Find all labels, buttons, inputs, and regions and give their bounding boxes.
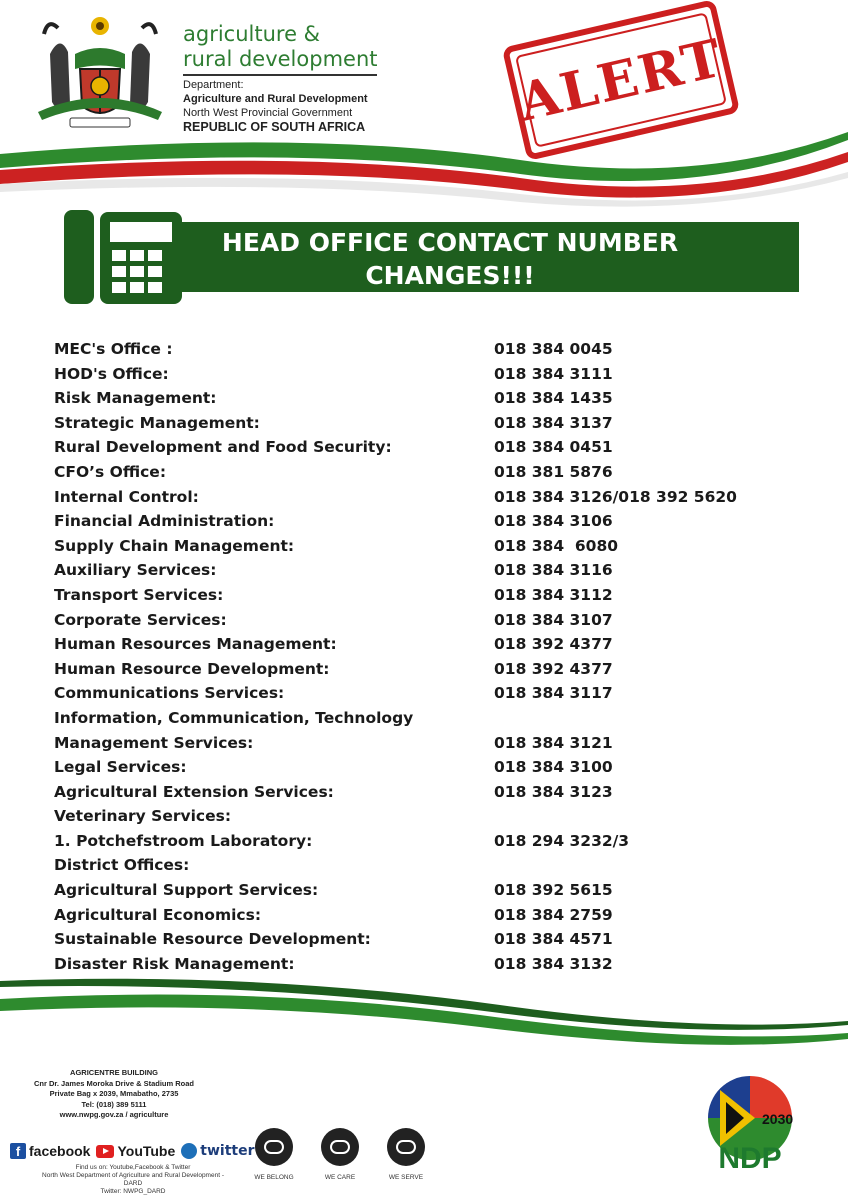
contact-label: Internal Control:	[54, 487, 199, 506]
contact-row	[54, 829, 814, 854]
contact-number: 018 384 3111	[494, 364, 613, 383]
contact-label: Strategic Management:	[54, 413, 260, 432]
contact-label: Agricultural Economics:	[54, 905, 262, 924]
value-label: WE CARE	[324, 1174, 356, 1181]
twitter-icon	[181, 1143, 197, 1159]
contact-row	[54, 903, 814, 928]
ndp-2030-logo	[700, 1068, 800, 1178]
twitter-label: twitter	[200, 1143, 255, 1159]
contact-row	[54, 337, 814, 362]
contact-number: 018 384 2759	[494, 905, 613, 924]
value-we-belong	[250, 1128, 298, 1181]
province-name: North West Provincial Government	[183, 107, 353, 119]
contact-number: 018 384 3107	[494, 610, 613, 629]
page-title-line1: HEAD OFFICE CONTACT NUMBER	[221, 228, 679, 257]
address-block	[14, 1068, 214, 1121]
youtube-link[interactable]	[96, 1143, 175, 1159]
top-swoosh-decoration	[0, 118, 848, 208]
contact-number: 018 384 1435	[494, 389, 613, 408]
ndp-name: NDP	[718, 1142, 782, 1175]
facebook-label: facebook	[29, 1143, 91, 1159]
contact-row	[54, 853, 814, 878]
contact-row	[54, 558, 814, 583]
contact-label: Transport Services:	[54, 585, 224, 604]
contact-label: Veterinary Services:	[54, 807, 232, 826]
department-full-name: Agriculture and Rural Development	[183, 93, 368, 105]
contact-number: 018 392 5615	[494, 881, 613, 900]
contact-number: 018 384 3121	[494, 733, 613, 752]
contact-number: 018 384 0045	[494, 340, 613, 358]
contact-number: 018 294 3232/3	[494, 831, 630, 850]
contact-label: 1. Potchefstroom Laboratory:	[54, 831, 313, 850]
divider	[183, 74, 377, 76]
coat-of-arms-logo	[30, 14, 170, 134]
contact-row	[54, 362, 814, 387]
contact-number: 018 384 0451	[494, 438, 613, 457]
value-we-serve	[382, 1128, 430, 1181]
contact-label: Communications Services:	[54, 684, 285, 703]
contact-number: 018 384 3132	[494, 954, 613, 973]
contact-row	[54, 755, 814, 780]
contact-label: Human Resource Development:	[54, 659, 330, 678]
social-links	[10, 1140, 255, 1162]
address-line: Tel: (018) 389 5111	[81, 1099, 147, 1109]
contact-label: Disaster Risk Management:	[54, 954, 295, 973]
contact-label: HOD's Office:	[54, 364, 169, 383]
department-title	[183, 22, 378, 72]
page-title-line2: CHANGES!!!	[365, 261, 535, 290]
value-label: WE BELONG	[254, 1174, 294, 1181]
value-label: WE SERVE	[388, 1174, 424, 1181]
alert-stamp-text: ALERT	[513, 26, 729, 134]
contact-row	[54, 927, 814, 952]
contact-row	[54, 608, 814, 633]
belong-icon	[255, 1128, 293, 1166]
contact-label: Financial Administration:	[54, 512, 275, 531]
contact-label: Corporate Services:	[54, 610, 227, 629]
contact-label: Legal Services:	[54, 758, 187, 777]
department-label: Department:	[183, 79, 244, 91]
contact-list	[54, 337, 814, 976]
contact-row	[54, 632, 814, 657]
contact-number: 018 384 3116	[494, 561, 613, 580]
contact-label: Supply Chain Management:	[54, 536, 295, 555]
contact-row	[54, 657, 814, 682]
contact-number: 018 384 4571	[494, 930, 613, 949]
contact-label: Information, Communication, Technology	[54, 708, 414, 727]
contact-row	[54, 706, 814, 731]
contact-number: 018 384 3137	[494, 413, 613, 432]
twitter-link[interactable]	[181, 1143, 254, 1159]
contact-number: 018 384 3117	[494, 684, 613, 703]
contact-row	[54, 583, 814, 608]
contact-number: 018 384 3100	[494, 758, 613, 777]
contact-label: Human Resources Management:	[54, 635, 337, 654]
twitter-handle: Twitter: NWPG_DARD	[100, 1188, 166, 1195]
contact-number: 018 384 3112	[494, 585, 613, 604]
contact-number: 018 384 6080	[494, 536, 619, 555]
contact-row	[54, 731, 814, 756]
facebook-link[interactable]	[10, 1143, 90, 1159]
contact-row	[54, 386, 814, 411]
contact-row	[54, 485, 814, 510]
country-name: REPUBLIC OF SOUTH AFRICA	[183, 120, 366, 134]
ndp-year: 2030	[762, 1111, 794, 1127]
contact-label: Agricultural Extension Services:	[54, 782, 334, 801]
contact-label: Rural Development and Food Security:	[54, 438, 392, 457]
contact-number: 018 392 4377	[494, 635, 613, 654]
contact-label: District Offices:	[54, 856, 190, 875]
contact-label: Management Services:	[54, 733, 254, 752]
contact-label: MEC's Office :	[54, 340, 173, 358]
contact-row	[54, 681, 814, 706]
contact-label: CFO’s Office:	[54, 462, 167, 481]
department-title-line2: rural development	[183, 47, 378, 71]
contact-row	[54, 411, 814, 436]
serve-icon	[387, 1128, 425, 1166]
contact-row	[54, 460, 814, 485]
department-title-line1: agriculture &	[183, 22, 321, 46]
contact-label: Sustainable Resource Development:	[54, 930, 371, 949]
contact-row	[54, 878, 814, 903]
find-us-sub: North West Department of Agriculture and Rural Development - DARD	[42, 1172, 224, 1187]
care-icon	[321, 1128, 359, 1166]
contact-number: 018 381 5876	[494, 462, 613, 481]
contact-label: Agricultural Support Services:	[54, 881, 319, 900]
find-us-line: Find us on: Youtube,Facebook & Twitter	[75, 1164, 191, 1171]
contact-number: 018 384 3123	[494, 782, 613, 801]
address-line: Cnr Dr. James Moroka Drive & Stadium Road	[33, 1078, 195, 1088]
youtube-icon	[96, 1145, 114, 1158]
address-line: AGRICENTRE BUILDING	[70, 1068, 158, 1077]
contact-row	[54, 780, 814, 805]
contact-row	[54, 534, 814, 559]
find-us-text	[38, 1164, 228, 1196]
page-title	[150, 226, 750, 292]
facebook-icon: f	[10, 1143, 26, 1159]
value-we-care	[316, 1128, 364, 1181]
youtube-label: YouTube	[117, 1143, 176, 1159]
contact-number: 018 384 3126/018 392 5620	[494, 487, 737, 506]
contact-row	[54, 509, 814, 534]
address-line: Private Bag x 2039, Mmabatho, 2735	[49, 1089, 179, 1098]
address-line: www.nwpg.gov.za / agriculture	[59, 1110, 169, 1119]
contact-row	[54, 952, 814, 977]
contact-label: Risk Management:	[54, 389, 217, 408]
contact-row	[54, 435, 814, 460]
contact-label: Auxiliary Services:	[54, 561, 217, 580]
contact-number: 018 384 3106	[494, 512, 613, 531]
contact-number: 018 392 4377	[494, 659, 613, 678]
values-row	[250, 1128, 430, 1181]
contact-row	[54, 804, 814, 829]
